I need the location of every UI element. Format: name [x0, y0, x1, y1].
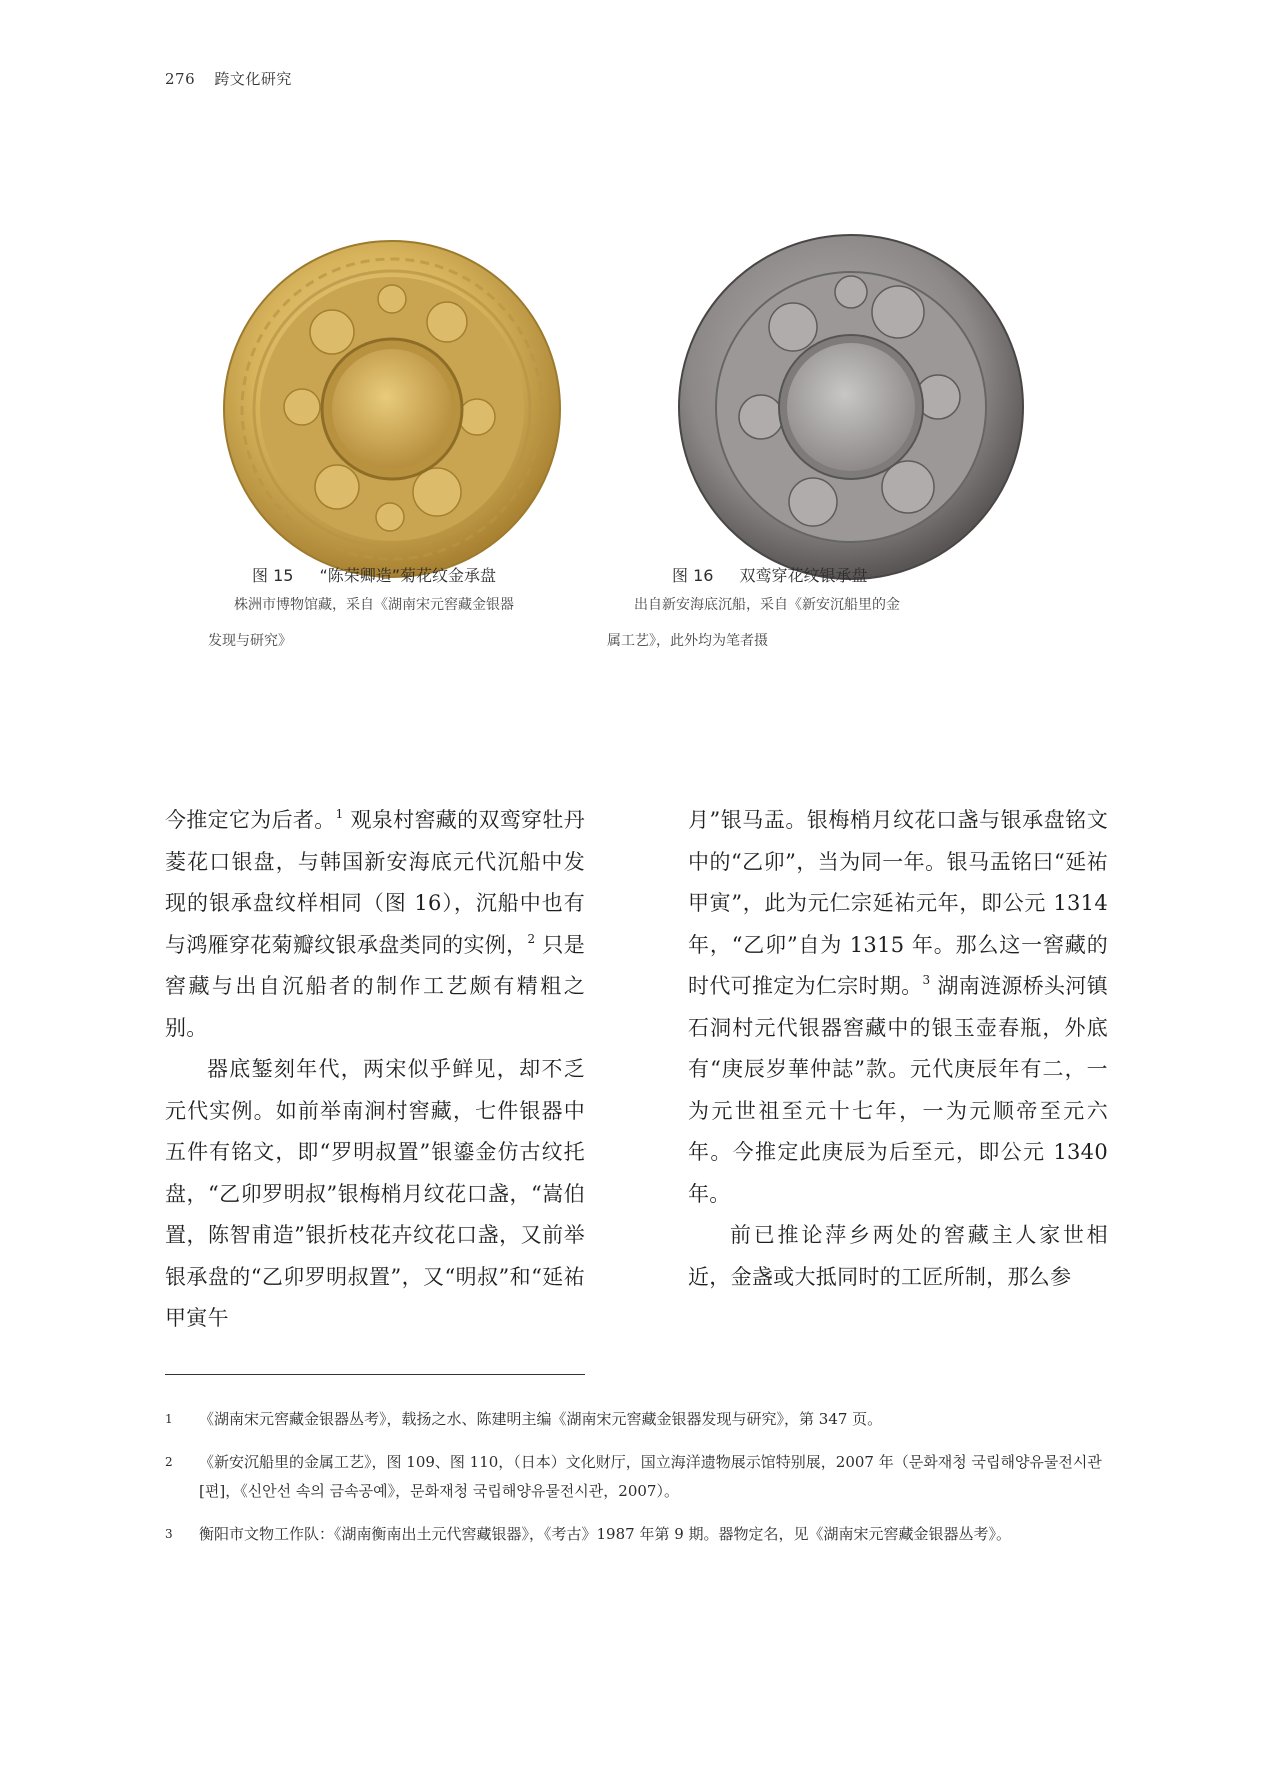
footnote-number: 1 [165, 1412, 173, 1426]
figure-16-title-text: 双鸾穿花纹银承盘 [739, 566, 868, 585]
footnote-2 [165, 1448, 1105, 1506]
gold-plate-illustration [222, 217, 562, 602]
footnote-text: 衡阳市文物工作队：《湖南衡南出土元代窖藏银器》，《考古》1987 年第 9 期。器物定名，见《湖南宋元窖藏金银器丛考》。 [199, 1525, 1012, 1543]
figure-16-title [672, 563, 867, 586]
footnote-text: 《湖南宋元窖藏金银器丛考》，载扬之水、陈建明主编《湖南宋元窖藏金银器发现与研究》，第 347 页。 [199, 1410, 883, 1428]
text-run: 只是窖藏与出自沉船者的制作工艺颇有精粗之别。 [165, 932, 585, 1040]
body-column-right [688, 800, 1108, 1298]
text-run: 湖南涟源桥头河镇石洞村元代银器窖藏中的银玉壶春瓶，外底有“庚辰岁華仲誌”款。元代庚辰年有二，一为元世祖至元十七年，一为元顺帝至元六年。今推定此庚辰为后至元，即公元 1340 年。 [688, 974, 1109, 1206]
figure-15-number: 图 15 [252, 566, 294, 585]
text-run: 观泉村窖藏的双鸾穿牡丹菱花口银盘，与韩国新安海底元代沉船中发现的银承盘纹样相同（图 16），沉船中也有与鸿雁穿花菊瓣纹银承盘类同的实例， [165, 808, 585, 957]
footnote-number: 2 [165, 1455, 173, 1469]
figure-15-title-text: “陈荣卿造”菊花纹金承盘 [319, 566, 497, 585]
figure-15-image [222, 217, 562, 602]
figure-16-number: 图 16 [672, 566, 714, 585]
figure-15-caption-line1: 株洲市博物馆藏，采自《湖南宋元窖藏金银器 [234, 597, 514, 613]
running-head [165, 68, 292, 89]
figure-15-caption-line2: 发现与研究》 [208, 633, 292, 649]
paragraph [165, 800, 585, 1049]
footnotes [165, 1405, 1105, 1563]
footnote-ref-2[interactable]: 2 [527, 931, 536, 946]
footnote-ref-3[interactable]: 3 [922, 973, 931, 987]
page-number: 276 [165, 70, 196, 88]
footnote-divider [165, 1374, 585, 1375]
paragraph [688, 800, 1108, 1215]
silver-plate-illustration [673, 217, 1058, 602]
text-run: 月”银马盂。银梅梢月纹花口盏与银承盘铭文中的“乙卯”，当为同一年。银马盂铭曰“延祐甲寅”，此为元仁宗延祐元年，即公元 1314 年，“乙卯”自为 1315 年。那么这一窖藏的时代可推定为仁宗时期。 [688, 808, 1108, 998]
footnote-text: 《新安沉船里的金属工艺》，图 109、图 110，（日本）文化财厅，国立海洋遗物展示馆特别展，2007 年（문화재청 국립해양유물전시관[편]，《신안선 속의 금속공예》，문화재청 국립해양유물전시관，2007）。 [199, 1453, 1102, 1500]
footnote-3 [165, 1520, 1105, 1549]
footnote-ref-1[interactable]: 1 [335, 807, 344, 821]
figure-16-caption-line2: 属工艺》，此外均为笔者摄 [607, 633, 768, 649]
figure-16-caption-line1: 出自新安海底沉船，采自《新安沉船里的金 [634, 597, 900, 613]
body-column-left [165, 800, 585, 1340]
journal-title: 跨文化研究 [214, 70, 292, 88]
footnote-number: 3 [165, 1527, 173, 1541]
paragraph: 前已推论萍乡两处的窖藏主人家世相近，金盏或大抵同时的工匠所制，那么参 [688, 1223, 1108, 1289]
text-run: 今推定它为后者。 [165, 808, 336, 832]
paragraph: 器底錾刻年代，两宋似乎鲜见，却不乏元代实例。如前举南涧村窖藏，七件银器中五件有铭文，即“罗明叔置”银鎏金仿古纹托盘，“乙卯罗明叔”银梅梢月纹花口盏，“嵩伯置，陈智甫造”银折枝花卉纹花口盏，又前举银承盘的“乙卯罗明叔置”，又“明叔”和“延祐甲寅午 [165, 1057, 585, 1330]
figure-16-image [673, 217, 1058, 602]
footnote-1 [165, 1405, 1105, 1434]
figure-15-title [252, 563, 496, 586]
